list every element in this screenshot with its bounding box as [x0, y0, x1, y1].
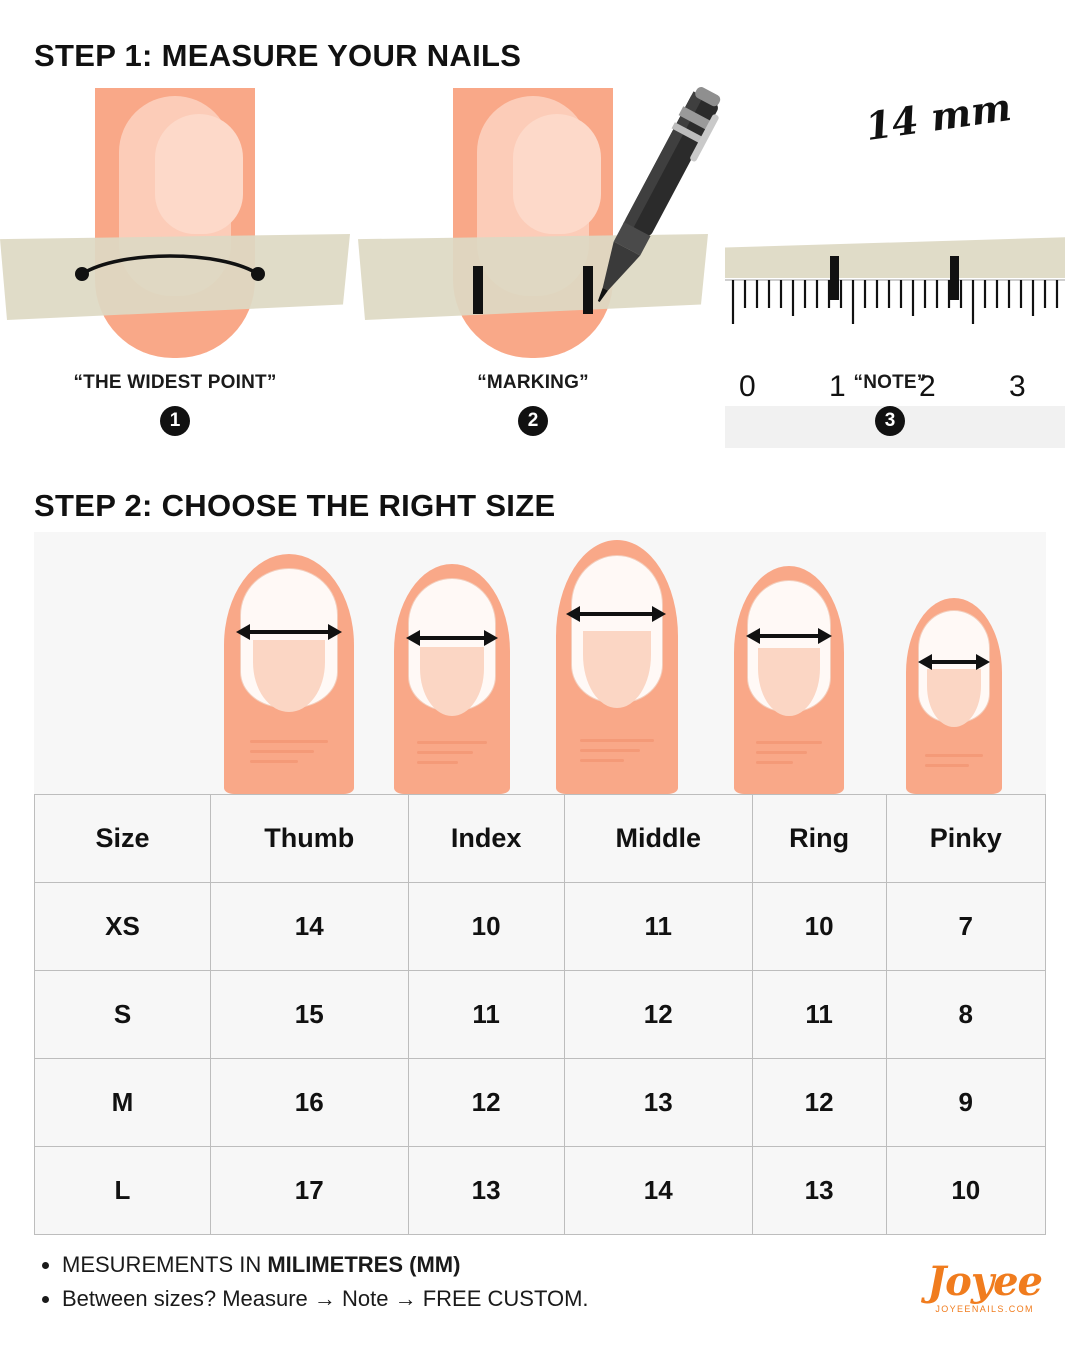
brand-name: Joyee — [927, 1258, 1042, 1305]
knuckle-lines — [250, 740, 328, 770]
column-header-pinky: Pinky — [886, 795, 1045, 883]
measurement-value-label: 14 mm — [862, 84, 1014, 149]
pen-icon — [558, 74, 738, 314]
notes-list — [34, 1248, 734, 1316]
cell-pinky: 7 — [886, 883, 1045, 971]
nail-figure-middle — [556, 540, 678, 794]
step2-heading: STEP 2: CHOOSE THE RIGHT SIZE — [34, 488, 556, 523]
note-units-prefix: MESUREMENTS IN — [62, 1252, 268, 1277]
nail-figure-pinky — [906, 598, 1002, 794]
finger-illustration-band — [34, 532, 1046, 794]
measure-mark-end — [950, 256, 959, 300]
step1-heading: STEP 1: MEASURE YOUR NAILS — [34, 38, 522, 73]
nail-shine — [155, 114, 243, 234]
nail-figure-thumb — [224, 554, 354, 794]
cell-size: M — [35, 1059, 211, 1147]
cell-ring: 11 — [752, 971, 886, 1059]
svg-text:0: 0 — [739, 370, 756, 403]
cell-middle: 13 — [564, 1059, 752, 1147]
panel-badge-2 — [368, 406, 698, 436]
cell-pinky: 10 — [886, 1147, 1045, 1235]
measure-mark-start — [830, 256, 839, 300]
column-header-index: Index — [408, 795, 564, 883]
panel-caption-note: “NOTE” — [853, 372, 927, 393]
column-header-size: Size — [35, 795, 211, 883]
cell-pinky: 8 — [886, 971, 1045, 1059]
panel-caption-widest-point: “THE WIDEST POINT” — [73, 372, 277, 393]
nail-figure-ring — [734, 566, 844, 794]
width-arrow-icon — [566, 602, 666, 626]
size-chart-table — [34, 794, 1046, 1235]
finger-illustration — [95, 88, 255, 358]
table-row — [35, 1147, 1046, 1235]
knuckle-lines — [417, 741, 487, 771]
note-item-between-sizes — [62, 1282, 734, 1316]
badge-number-1: 1 — [160, 406, 190, 436]
knuckle-lines — [925, 754, 983, 774]
note-between-sizes-text: Between sizes? Measure → Note → FREE CUSTOM. — [62, 1286, 589, 1312]
cell-size: S — [35, 971, 211, 1059]
width-arrow-icon — [406, 626, 498, 650]
cell-middle: 12 — [564, 971, 752, 1059]
cell-size: XS — [35, 883, 211, 971]
step1-panel-marking — [368, 88, 698, 358]
cell-ring: 13 — [752, 1147, 886, 1235]
cell-index: 13 — [408, 1147, 564, 1235]
table-header-row — [35, 795, 1046, 883]
width-arrow-icon — [236, 620, 342, 644]
step1-panel-widest-point — [10, 88, 340, 358]
column-header-middle: Middle — [564, 795, 752, 883]
cell-ring: 12 — [752, 1059, 886, 1147]
cell-thumb: 16 — [211, 1059, 409, 1147]
svg-text:1: 1 — [829, 370, 846, 403]
column-header-ring: Ring — [752, 795, 886, 883]
cell-thumb: 17 — [211, 1147, 409, 1235]
tape-mark-left — [473, 266, 483, 314]
knuckle-lines — [580, 739, 653, 769]
cell-index: 11 — [408, 971, 564, 1059]
brand-website: JOYEENAILS.COM — [935, 1304, 1034, 1314]
curve-with-dots-icon — [70, 248, 270, 308]
width-arrow-icon — [746, 624, 832, 648]
width-arrow-icon — [918, 650, 990, 674]
nail-figure-index — [394, 564, 510, 794]
cell-thumb: 14 — [211, 883, 409, 971]
table-row — [35, 883, 1046, 971]
cell-thumb: 15 — [211, 971, 409, 1059]
badge-number-2: 2 — [518, 406, 548, 436]
svg-text:3: 3 — [1009, 370, 1026, 403]
svg-text:2: 2 — [919, 370, 936, 403]
note-item-units — [62, 1248, 734, 1282]
brand-logo — [927, 1258, 1042, 1314]
panel-badge-1 — [10, 406, 340, 436]
knuckle-lines — [756, 741, 822, 771]
table-row — [35, 971, 1046, 1059]
note-units-strong: MILIMETRES (MM) — [267, 1252, 461, 1277]
cell-index: 12 — [408, 1059, 564, 1147]
badge-number-3: 3 — [875, 406, 905, 436]
table-row — [35, 1059, 1046, 1147]
cell-middle: 14 — [564, 1147, 752, 1235]
column-header-thumb: Thumb — [211, 795, 409, 883]
cell-ring: 10 — [752, 883, 886, 971]
cell-size: L — [35, 1147, 211, 1235]
panel-caption-marking: “MARKING” — [477, 372, 589, 393]
cell-middle: 11 — [564, 883, 752, 971]
panel-badge-3 — [725, 406, 1055, 436]
cell-index: 10 — [408, 883, 564, 971]
cell-pinky: 9 — [886, 1059, 1045, 1147]
